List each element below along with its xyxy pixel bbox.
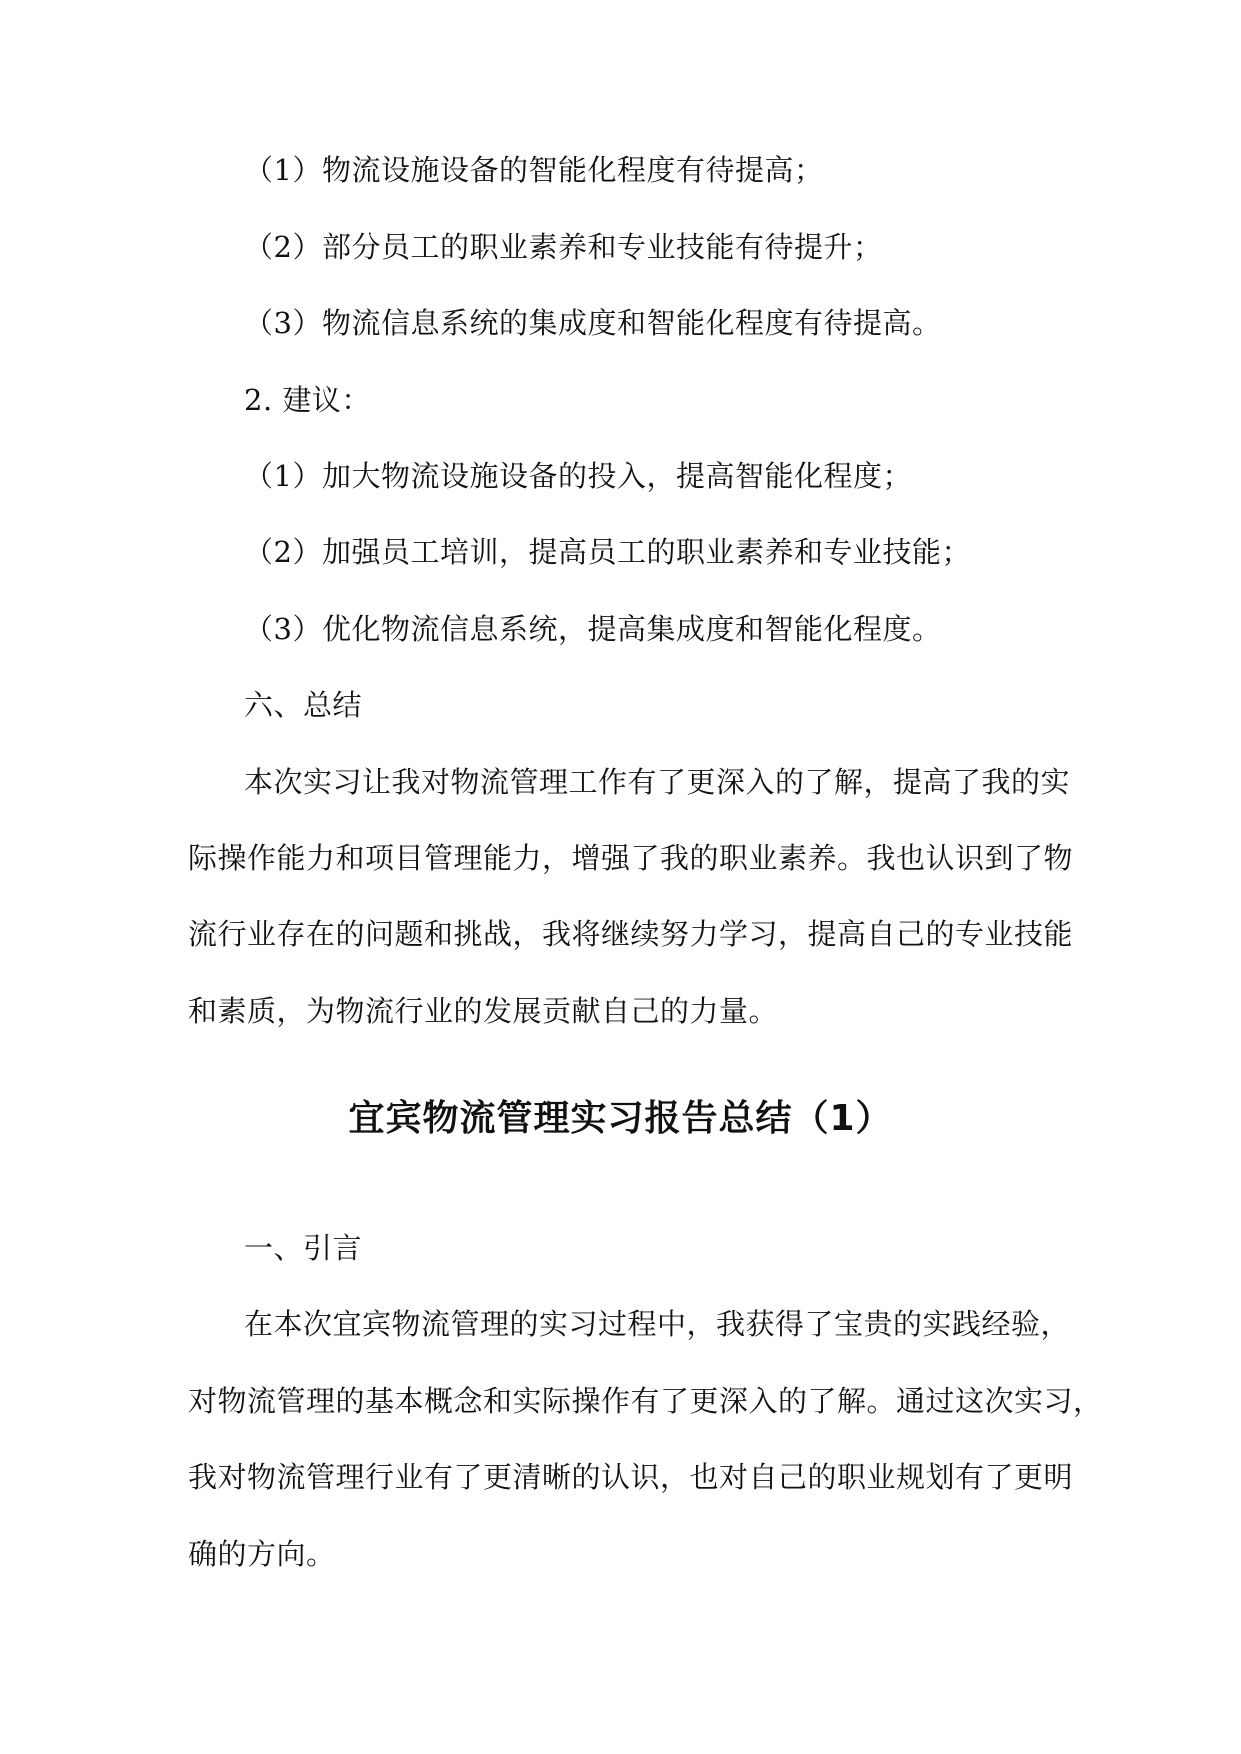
intro-line-2: 对物流管理的基本概念和实际操作有了更深入的了解。通过这次实习， — [188, 1384, 1103, 1418]
intro-line-1: 在本次宜宾物流管理的实习过程中，我获得了宝贵的实践经验， — [244, 1307, 1071, 1341]
problem-item-3: （3）物流信息系统的集成度和智能化程度有待提高。 — [244, 306, 942, 340]
summary-heading: 六、总结 — [244, 688, 363, 722]
report-title: 宜宾物流管理实习报告总结（1） — [348, 1098, 893, 1139]
suggestion-item-2: （2）加强员工培训，提高员工的职业素养和专业技能； — [244, 535, 971, 569]
summary-line-4: 和素质，为物流行业的发展贡献自己的力量。 — [188, 994, 779, 1028]
problem-item-1: （1）物流设施设备的智能化程度有待提高； — [244, 153, 824, 187]
suggestions-heading: 2. 建议： — [244, 383, 371, 417]
suggestion-item-1: （1）加大物流设施设备的投入，提高智能化程度； — [244, 459, 912, 493]
intro-line-4: 确的方向。 — [188, 1537, 336, 1571]
suggestion-item-3: （3）优化物流信息系统，提高集成度和智能化程度。 — [244, 612, 942, 646]
intro-line-3: 我对物流管理行业有了更清晰的认识，也对自己的职业规划有了更明 — [188, 1460, 1074, 1494]
problem-item-2: （2）部分员工的职业素养和专业技能有待提升； — [244, 230, 883, 264]
summary-line-1: 本次实习让我对物流管理工作有了更深入的了解，提高了我的实 — [244, 765, 1071, 799]
summary-line-2: 际操作能力和项目管理能力，增强了我的职业素养。我也认识到了物 — [188, 841, 1074, 875]
summary-line-3: 流行业存在的问题和挑战，我将继续努力学习，提高自己的专业技能 — [188, 917, 1074, 951]
intro-heading: 一、引言 — [244, 1231, 363, 1265]
